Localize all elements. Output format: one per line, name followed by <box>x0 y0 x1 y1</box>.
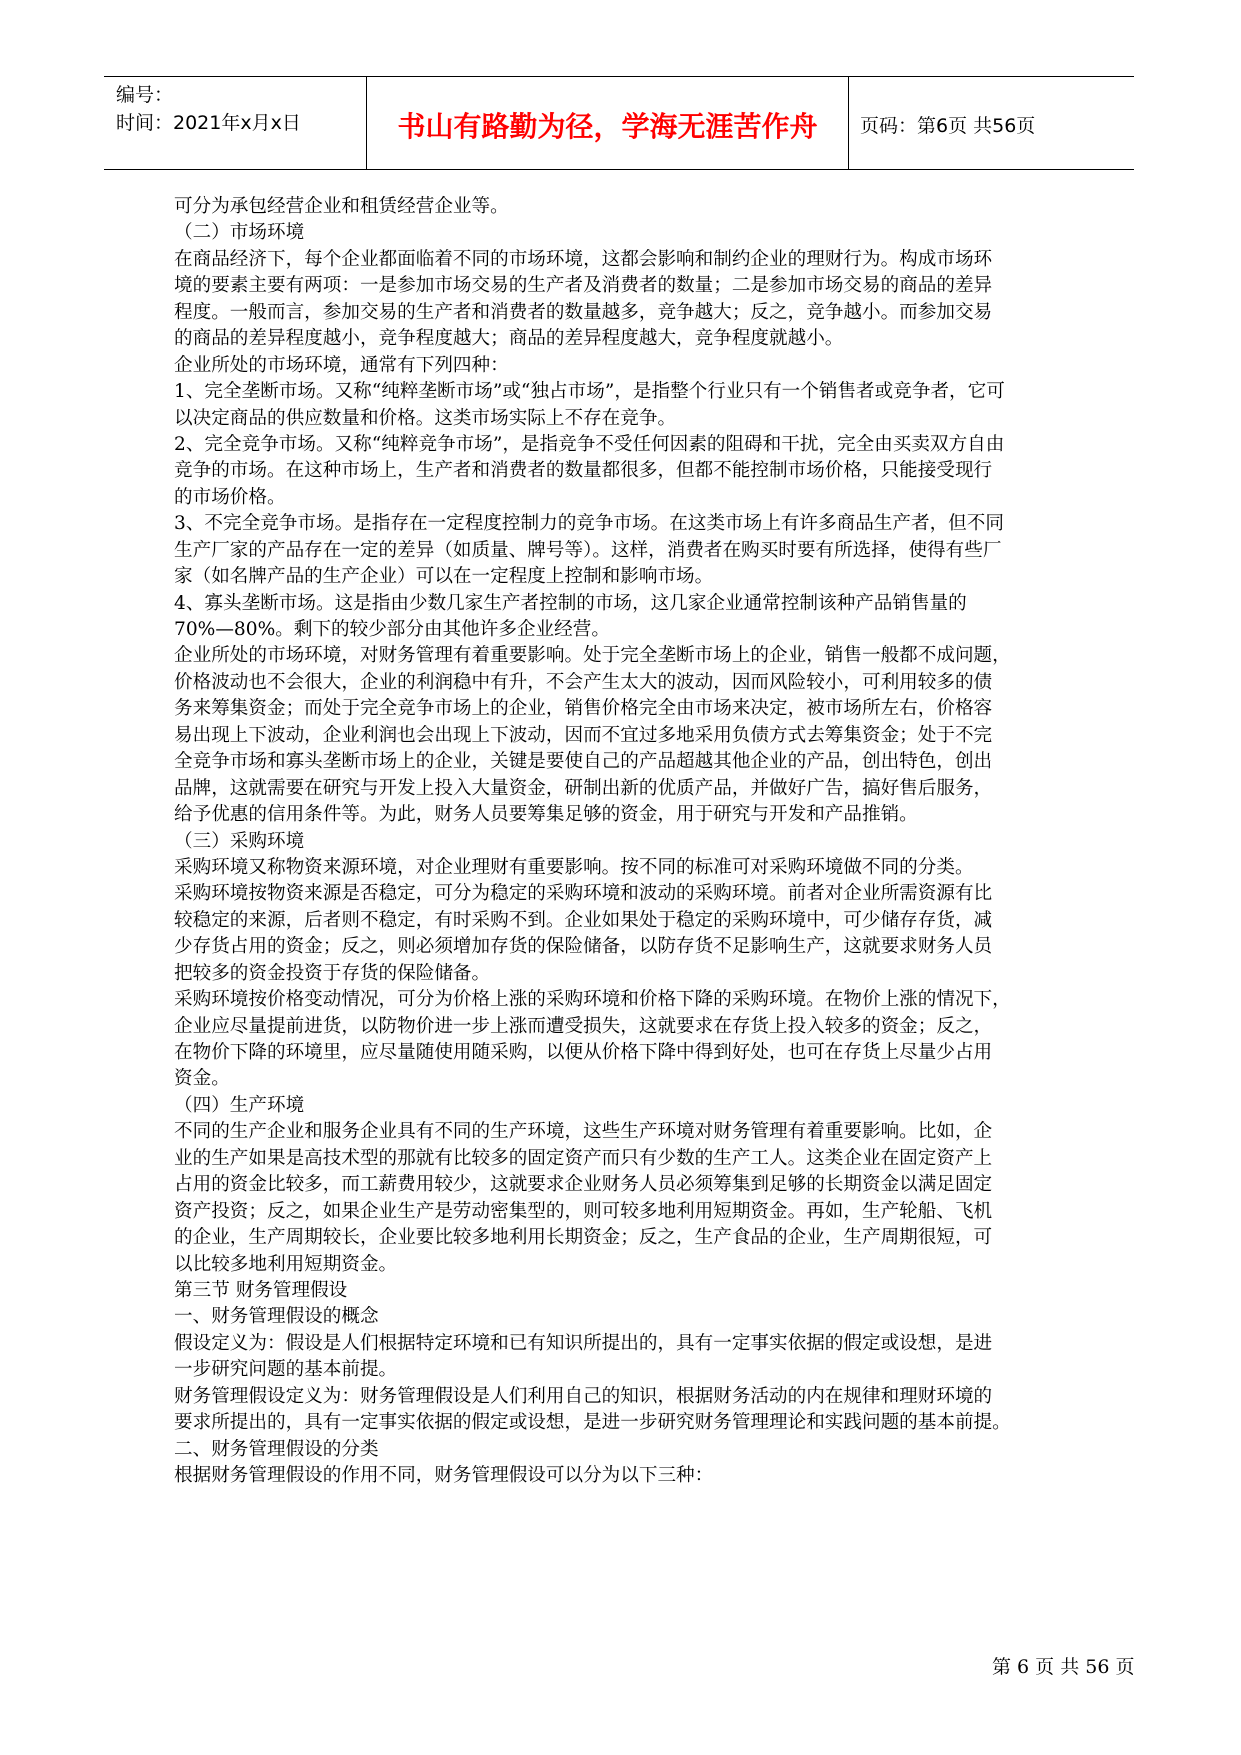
body-text-line: 易出现上下波动，企业利润也会出现上下波动，因而不宜过多地采用负债方式去筹集资金；处于不完 <box>174 724 993 746</box>
body-text-line: 企业所处的市场环境，通常有下列四种： <box>174 354 509 376</box>
body-text-line: （三）采购环境 <box>174 830 305 852</box>
body-text-line: 一步研究问题的基本前提。 <box>174 1359 398 1381</box>
document-body <box>174 194 1134 1489</box>
body-text-line: （二）市场环境 <box>174 222 305 244</box>
page-header <box>104 76 1134 170</box>
header-right-cell <box>848 77 1134 169</box>
body-text-line: 的商品的差异程度越小，竞争程度越大；商品的差异程度越大，竞争程度就越小。 <box>174 328 844 350</box>
body-text-line: 财务管理假设定义为：财务管理假设是人们利用自己的知识，根据财务活动的内在规律和理财环境的 <box>174 1385 993 1407</box>
document-time-label: 时间：2021年x月x日 <box>116 112 301 134</box>
body-text-line: 家（如名牌产品的生产企业）可以在一定程度上控制和影响市场。 <box>174 566 714 588</box>
body-text-line: 竞争的市场。在这种市场上，生产者和消费者的数量都很多，但都不能控制市场价格，只能接受现行 <box>174 460 993 482</box>
body-text-line: 的市场价格。 <box>174 486 286 508</box>
body-text-line: 资金。 <box>174 1068 230 1090</box>
body-text-line: 采购环境又称物资来源环境，对企业理财有重要影响。按不同的标准可对采购环境做不同的分类。 <box>174 856 974 878</box>
body-text-line: 采购环境按物资来源是否稳定，可分为稳定的采购环境和波动的采购环境。前者对企业所需资源有比 <box>174 883 993 905</box>
body-text-line: 以决定商品的供应数量和价格。这类市场实际上不存在竞争。 <box>174 407 677 429</box>
body-text-line: 在物价下降的环境里，应尽量随使用随采购，以便从价格下降中得到好处，也可在存货上尽量少占用 <box>174 1042 993 1063</box>
header-motto: 书山有路勤为径，学海无涯苦作舟 <box>397 110 818 143</box>
page-footer: 第 6 页 共 56 页 <box>992 1656 1135 1678</box>
body-text-line: 企业所处的市场环境，对财务管理有着重要影响。处于完全垄断市场上的企业，销售一般都不成问题， <box>174 645 1011 667</box>
body-text-line: 全竞争市场和寡头垄断市场上的企业，关键是要使自己的产品超越其他企业的产品，创出特色，创出 <box>174 751 993 773</box>
body-text-line: （四）生产环境 <box>174 1094 305 1116</box>
body-text-line: 1、完全垄断市场。又称“纯粹垄断市场”或“独占市场”，是指整个行业只有一个销售者或竞争者，它可 <box>174 381 1005 403</box>
document-number-label: 编号： <box>116 84 174 106</box>
body-text-line: 程度。一般而言，参加交易的生产者和消费者的数量越多，竞争越大；反之，竞争越小。而参加交易 <box>174 301 993 323</box>
body-text-line: 较稳定的来源，后者则不稳定，有时采购不到。企业如果处于稳定的采购环境中，可少储存存货，减 <box>174 909 993 931</box>
body-text-line: 要求所提出的，具有一定事实依据的假定或设想，是进一步研究财务管理理论和实践问题的基本前提。 <box>174 1412 1011 1434</box>
body-text-line: 把较多的资金投资于存货的保险储备。 <box>174 962 491 984</box>
body-text-line: 一、财务管理假设的概念 <box>174 1306 379 1328</box>
body-text-line: 不同的生产企业和服务企业具有不同的生产环境，这些生产环境对财务管理有着重要影响。比如，企 <box>174 1121 993 1143</box>
body-text-line: 3、不完全竞争市场。是指存在一定程度控制力的竞争市场。在这类市场上有许多商品生产者，但不同 <box>174 513 1004 535</box>
body-text-line: 价格波动也不会很大，企业的利润稳中有升，不会产生太大的波动，因而风险较小，可利用较多的债 <box>174 671 993 693</box>
body-text-line: 企业应尽量提前进货，以防物价进一步上涨而遭受损失，这就要求在存货上投入较多的资金；反之， <box>174 1015 993 1037</box>
body-text-line: 的企业，生产周期较长，企业要比较多地利用长期资金；反之，生产食品的企业，生产周期很短，可 <box>174 1227 993 1249</box>
body-text-line: 以比较多地利用短期资金。 <box>174 1253 398 1275</box>
body-text-line: 假设定义为：假设是人们根据特定环境和已有知识所提出的，具有一定事实依据的假定或设想，是进 <box>174 1332 993 1354</box>
body-text-line: 务来筹集资金；而处于完全竞争市场上的企业，销售价格完全由市场来决定，被市场所左右，价格容 <box>174 698 993 720</box>
body-text-line: 4、寡头垄断市场。这是指由少数几家生产者控制的市场，这几家企业通常控制该种产品销售量的 <box>174 592 967 614</box>
header-motto-cell <box>366 77 849 169</box>
body-text-line: 第三节 财务管理假设 <box>174 1279 348 1301</box>
body-text-line: 采购环境按价格变动情况，可分为价格上涨的采购环境和价格下降的采购环境。在物价上涨的情况下， <box>174 989 1011 1011</box>
body-text-line: 品牌，这就需要在研究与开发上投入大量资金，研制出新的优质产品，并做好广告，搞好售后服务， <box>174 777 993 799</box>
body-text-line: 境的要素主要有两项：一是参加市场交易的生产者及消费者的数量；二是参加市场交易的商品的差异 <box>174 275 993 297</box>
body-text-line: 可分为承包经营企业和租赁经营企业等。 <box>174 196 509 217</box>
body-text-line: 根据财务管理假设的作用不同，财务管理假设可以分为以下三种： <box>174 1465 714 1486</box>
header-left-cell <box>104 77 366 169</box>
body-text-line: 给予优惠的信用条件等。为此，财务人员要筹集足够的资金，用于研究与开发和产品推销。 <box>174 804 918 826</box>
body-text-line: 在商品经济下，每个企业都面临着不同的市场环境，这都会影响和制约企业的理财行为。构成市场环 <box>174 248 993 270</box>
body-text-line: 70%—80%。剩下的较少部分由其他许多企业经营。 <box>174 619 610 640</box>
body-text-line: 占用的资金比较多，而工薪费用较少，这就要求企业财务人员必须筹集到足够的长期资金以满足固定 <box>174 1174 993 1196</box>
header-page-info: 页码：第6页 共56页 <box>860 115 1036 137</box>
body-text-line: 2、完全竞争市场。又称“纯粹竞争市场”，是指竞争不受任何因素的阻碍和干扰，完全由买卖双方自由 <box>174 433 1005 455</box>
body-text-line: 生产厂家的产品存在一定的差异（如质量、牌号等）。这样，消费者在购买时要有所选择，使得有些厂 <box>174 539 1002 561</box>
body-text-line: 二、财务管理假设的分类 <box>174 1438 379 1460</box>
body-text-line: 资产投资；反之，如果企业生产是劳动密集型的，则可较多地利用短期资金。再如，生产轮船、飞机 <box>174 1200 993 1222</box>
body-text-line: 少存货占用的资金；反之，则必须增加存货的保险储备，以防存货不足影响生产，这就要求财务人员 <box>174 936 993 958</box>
body-text-line: 业的生产如果是高技术型的那就有比较多的固定资产而只有少数的生产工人。这类企业在固定资产上 <box>174 1147 993 1169</box>
